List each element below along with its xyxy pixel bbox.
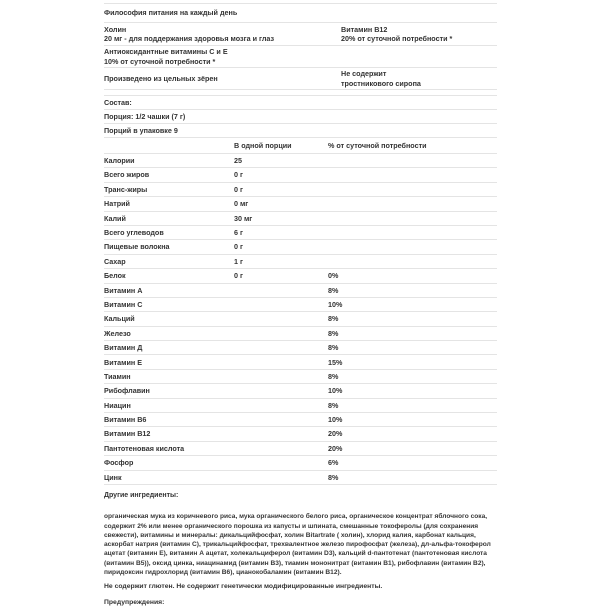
other-ingredients-heading: Другие ингредиенты:: [104, 491, 179, 499]
nutrient-amount: 25: [234, 156, 242, 166]
nutrient-row: [104, 297, 497, 311]
highlight-line: Холин: [104, 24, 127, 34]
nutrient-amount: 1 г: [234, 256, 243, 266]
nutrient-row: [104, 225, 497, 239]
nutrient-name: Пантотеновая кислота: [104, 443, 185, 453]
nutrient-name: Рибофлавин: [104, 386, 150, 396]
highlight-left-cell: [104, 25, 341, 44]
nutrition-table-header: [104, 137, 497, 153]
nutrient-row: [104, 426, 497, 440]
highlight-left-cell: [104, 8, 341, 17]
highlight-line: 20% от суточной потребности *: [341, 34, 453, 43]
nutrient-row: [104, 196, 497, 210]
nutrient-amount: 0 мг: [234, 199, 249, 209]
nutrient-row: [104, 182, 497, 196]
nutrient-name: Сахар: [104, 256, 126, 266]
other-ingredients-text: органическая мука из коричневого риса, мука органического белого риса, органическое концентрат яблочного сока, содержит 2% или менее органического порошка из капусты и шпината, смешанные токоферолы (для сохранения свежести), витамины и минералы: дикальцийфосфат, холин Bitartrate ( холин), хлорид калия, карбонат кальция, аскорбат натрия (витамин С), трикальцийфосфат, трехвалентное железо пирофосфат (железа), дл-альфа-токоферол ацетат (витамин Е), витамин А ацетат, холекальциферол (витамин D3), кальций d-пантотенат (пантотеновая кислота (витамин В5)), оксид цинка, ниацинамид (витамин В3), тиамин мононитрат (витамин В1), рибофлавин (витамин В2), пиридоксин гидрохлорид (витамин В6), цианокобаламин (витамин В12).: [104, 513, 491, 577]
nutrient-row: [104, 268, 497, 282]
highlight-row: [104, 22, 497, 45]
header-percent-daily-value: % от суточной потребности: [328, 140, 427, 150]
nutrient-row: [104, 153, 497, 167]
nutrient-row: [104, 455, 497, 469]
nutrition-info-sheet: [104, 3, 497, 607]
nutrient-row: [104, 283, 497, 297]
highlight-line: 10% от суточной потребности *: [104, 56, 216, 66]
nutrient-amount: 6 г: [234, 228, 243, 237]
highlight-right-cell: [341, 69, 497, 88]
nutrient-name: Всего углеводов: [104, 228, 164, 237]
warnings-heading: Предупреждения:: [104, 598, 165, 606]
composition-label-row: [104, 95, 497, 109]
nutrient-amount: 0 г: [234, 242, 243, 252]
nutrient-amount: 0 г: [234, 271, 243, 281]
nutrient-name: Витамин В6: [104, 415, 147, 425]
nutrient-daily-value: 15%: [328, 357, 343, 367]
nutrient-row: [104, 239, 497, 253]
nutrient-amount: 30 мг: [234, 213, 253, 223]
nutrient-name: Витамин С: [104, 299, 143, 309]
nutrient-name: Витамин В12: [104, 429, 151, 439]
nutrient-row: [104, 311, 497, 325]
nutrient-row: [104, 470, 497, 484]
nutrient-amount: 0 г: [234, 184, 243, 194]
nutrient-amount: 0 г: [234, 170, 243, 180]
nutrient-name: Белок: [104, 271, 126, 281]
nutrient-name: Витамин Е: [104, 357, 142, 367]
nutrition-table-body: [104, 153, 497, 485]
nutrient-daily-value: 8%: [328, 400, 339, 410]
highlight-row: [104, 45, 497, 67]
nutrient-row: [104, 412, 497, 426]
nutrient-row: [104, 441, 497, 455]
serving-size-text: Порция: 1/2 чашки (7 г): [104, 111, 186, 121]
nutrient-row: [104, 167, 497, 181]
highlight-line: Не содержит: [341, 69, 387, 79]
highlight-row: [104, 3, 497, 22]
nutrient-name: Натрий: [104, 199, 130, 209]
nutrient-row: [104, 369, 497, 383]
highlight-line: Философия питания на каждый день: [104, 8, 238, 18]
highlight-row: [104, 67, 497, 89]
nutrient-name: Всего жиров: [104, 170, 150, 180]
nutrient-daily-value: 10%: [328, 386, 343, 396]
nutrient-row: [104, 326, 497, 340]
nutrient-name: Пищевые волокна: [104, 242, 170, 252]
nutrient-daily-value: 6%: [328, 458, 339, 468]
nutrient-row: [104, 340, 497, 354]
nutrient-daily-value: 10%: [328, 415, 343, 425]
allergen-note: Не содержит глютен. Не содержит генетически модифицированные ингредиенты.: [104, 583, 383, 591]
servings-per-container-row: [104, 123, 497, 137]
highlight-line: 20 мг - для поддержания здоровья мозга и глаз: [104, 34, 275, 43]
nutrient-daily-value: 0%: [328, 271, 339, 281]
nutrient-name: Калории: [104, 156, 135, 166]
highlight-line: Витамин B12: [341, 24, 388, 34]
nutrient-daily-value: 8%: [328, 285, 339, 295]
highlight-line: Антиоксидантные витамины С и Е: [104, 47, 228, 57]
highlight-left-cell: [104, 74, 341, 83]
nutrient-name: Витамин Д: [104, 343, 143, 353]
nutrient-daily-value: 8%: [328, 343, 339, 353]
nutrient-row: [104, 383, 497, 397]
serving-size-row: [104, 109, 497, 123]
header-amount-per-serving: В одной порции: [234, 140, 292, 150]
product-highlights-section: [104, 3, 497, 89]
nutrient-daily-value: 8%: [328, 314, 339, 324]
nutrient-daily-value: 8%: [328, 328, 339, 338]
nutrient-name: Тиамин: [104, 371, 131, 381]
nutrient-daily-value: 8%: [328, 472, 339, 482]
nutrient-name: Витамин А: [104, 285, 143, 295]
nutrient-daily-value: 10%: [328, 299, 343, 309]
nutrient-name: Фосфор: [104, 458, 134, 468]
nutrient-daily-value: 20%: [328, 443, 343, 453]
servings-per-container-text: Порций в упаковке 9: [104, 125, 178, 135]
highlight-line: Произведено из цельных зёрен: [104, 73, 218, 83]
nutrient-row: [104, 211, 497, 225]
nutrient-daily-value: 8%: [328, 371, 339, 381]
highlight-right-cell: [341, 25, 497, 44]
nutrient-name: Калий: [104, 213, 126, 223]
highlight-line: тростникового сиропа: [341, 78, 421, 88]
composition-label: Состав:: [104, 97, 132, 107]
nutrient-name: Железо: [104, 328, 131, 338]
nutrient-row: [104, 254, 497, 268]
nutrient-name: Ниацин: [104, 400, 131, 410]
nutrient-row: [104, 398, 497, 412]
highlight-left-cell: [104, 47, 341, 66]
nutrient-daily-value: 20%: [328, 429, 343, 439]
nutrient-name: Транс-жиры: [104, 184, 148, 194]
nutrient-row: [104, 354, 497, 368]
nutrient-name: Цинк: [104, 472, 122, 482]
nutrient-name: Кальций: [104, 314, 135, 324]
